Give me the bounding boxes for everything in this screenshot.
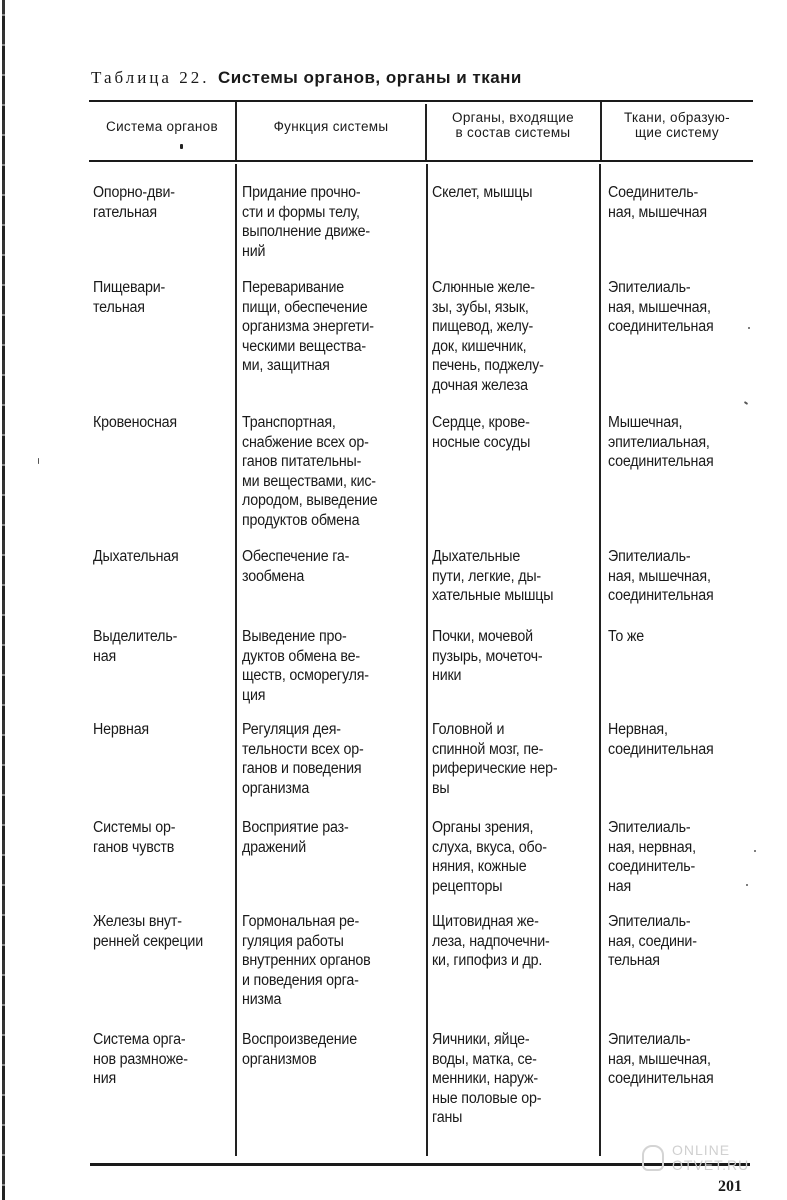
cell-function (242, 183, 421, 261)
cell-line: соединительная (608, 740, 714, 758)
cell-line: Нервная (93, 721, 149, 738)
cell-line: ганов и поведения (242, 760, 362, 777)
cell-line: Система орга- (93, 1031, 186, 1048)
cell-line: ная, мышечная, (608, 567, 711, 585)
cell-line: ми веществами, кис- (242, 472, 376, 490)
column-header-system: Система органов (106, 119, 218, 134)
cell-line: ческими вещества- (242, 337, 366, 355)
cell-line: Восприятие раз- (242, 819, 349, 836)
cell-function (242, 912, 421, 1010)
cell-line: ганов питательны- (242, 453, 362, 470)
cell-system (93, 720, 231, 740)
cell-line: Дыхательная (93, 548, 179, 565)
cell-system (93, 413, 231, 433)
cell-tissues (608, 627, 755, 647)
book-spine-edge (2, 0, 5, 1200)
cell-system (93, 547, 231, 567)
cell-line: зообмена (242, 567, 305, 585)
cell-organs (432, 413, 602, 452)
cell-organs (432, 1030, 602, 1128)
lightbulb-icon (642, 1145, 664, 1171)
cell-line: ная, мышечная, (608, 298, 711, 316)
cell-line: Выведение про- (242, 628, 347, 645)
cell-line: спинной мозг, пе- (432, 740, 544, 758)
cell-line: снабжение всех ор- (242, 433, 369, 451)
cell-tissues (608, 1030, 755, 1089)
cell-function (242, 720, 421, 798)
cell-function (242, 818, 421, 857)
cell-system (93, 627, 231, 666)
cell-line: леза, надпочечни- (432, 932, 550, 950)
cell-line: менники, наруж- (432, 1070, 538, 1087)
cell-line: Системы ор- (93, 819, 176, 836)
cell-line: соединитель- (608, 858, 696, 875)
cell-line: организмов (242, 1050, 317, 1068)
cell-line: лородом, выведение (242, 492, 378, 509)
cell-line: Эпителиаль- (608, 279, 691, 296)
cell-function (242, 278, 421, 376)
cell-line: Воспроизведение (242, 1031, 357, 1048)
cell-line: Железы внут- (93, 913, 182, 930)
cell-line: организма (242, 779, 310, 797)
cell-organs (432, 912, 602, 971)
cell-line: Эпителиаль- (608, 1031, 691, 1048)
cell-line: гуляция работы (242, 932, 344, 950)
cell-line: Нервная, (608, 721, 668, 738)
cell-system (93, 278, 231, 317)
cell-line: печень, поджелу- (432, 357, 544, 374)
cell-function (242, 627, 421, 705)
cell-line: Слюнные желе- (432, 279, 535, 296)
column-header-function: Функция системы (273, 119, 389, 134)
cell-line: сти и формы телу, (242, 203, 360, 221)
print-mark (180, 144, 183, 149)
cell-line: Регуляция дея- (242, 721, 341, 738)
cell-tissues (608, 818, 755, 896)
cell-line: ная, нервная, (608, 838, 696, 856)
cell-line: Пищевари- (93, 279, 166, 296)
cell-line: ганов чувств (93, 838, 175, 856)
cell-line: риферические нер- (432, 760, 558, 777)
table-number: Таблица 22. (91, 68, 210, 87)
cell-line: Кровеносная (93, 414, 177, 431)
cell-line: Придание прочно- (242, 184, 361, 201)
column-divider (235, 164, 237, 1156)
cell-line: ники (432, 667, 462, 684)
cell-line: внутренних органов (242, 952, 371, 969)
table-title: Системы органов, органы и ткани (217, 68, 522, 87)
cell-function (242, 413, 421, 530)
cell-line: Обеспечение га- (242, 548, 350, 565)
cell-line: ная, мышечная (608, 203, 707, 221)
cell-line: воды, матка, се- (432, 1050, 537, 1068)
column-divider (426, 164, 428, 1156)
cell-system (93, 183, 231, 222)
cell-line: ми, защитная (242, 357, 330, 374)
cell-line: дочная железа (432, 376, 528, 394)
cell-line: Щитовидная же- (432, 913, 539, 930)
cell-line: Скелет, мышцы (432, 184, 533, 201)
cell-line: Органы зрения, (432, 819, 534, 836)
cell-line: ренней секреции (93, 932, 203, 950)
column-divider (235, 102, 237, 160)
cell-line: ганы (432, 1109, 463, 1126)
cell-line: носные сосуды (432, 433, 531, 451)
cell-organs (432, 547, 602, 606)
cell-line: Соединитель- (608, 184, 699, 201)
cell-system (93, 818, 231, 857)
cell-line: Эпителиаль- (608, 819, 691, 836)
cell-line: ния (93, 1070, 117, 1087)
cell-line: док, кишечник, (432, 337, 527, 355)
cell-tissues (608, 413, 755, 472)
cell-line: ний (242, 242, 266, 260)
cell-organs (432, 278, 602, 395)
cell-line: выполнение движе- (242, 223, 370, 240)
table-caption (91, 68, 522, 88)
cell-line: Выделитель- (93, 628, 178, 645)
column-header-organs: Органы, входящие в состав системы (452, 110, 574, 140)
cell-line: ная, мышечная, (608, 1050, 711, 1068)
cell-line: слуха, вкуса, обо- (432, 838, 547, 856)
cell-system (93, 1030, 231, 1089)
cell-line: соединительная (608, 587, 714, 604)
cell-line: Дыхательные (432, 548, 521, 565)
cell-line: соединительная (608, 453, 714, 470)
cell-line: зы, зубы, язык, (432, 298, 529, 316)
cell-line: низма (242, 991, 282, 1008)
watermark: ONLINE OTVET.RU (672, 1143, 749, 1173)
cell-line: дуктов обмена ве- (242, 647, 360, 665)
column-header-tissues: Ткани, образую- щие систему (624, 110, 730, 140)
cell-line: Яичники, яйце- (432, 1031, 530, 1048)
cell-organs (432, 720, 602, 798)
cell-line: Головной и (432, 721, 505, 738)
cell-line: ществ, осморегуля- (242, 667, 369, 684)
cell-function (242, 547, 421, 586)
cell-line: тельности всех ор- (242, 740, 364, 758)
page-number: 201 (718, 1178, 742, 1195)
cell-line: То же (608, 628, 645, 645)
cell-organs (432, 627, 602, 686)
cell-line: Гормональная ре- (242, 913, 360, 930)
cell-line: ные половые ор- (432, 1089, 542, 1107)
cell-function (242, 1030, 421, 1069)
cell-line: вы (432, 779, 450, 797)
cell-line: пищи, обеспечение (242, 298, 368, 316)
cell-line: тельная (93, 298, 145, 316)
cell-line: пути, легкие, ды- (432, 567, 541, 585)
cell-line: Сердце, крове- (432, 414, 530, 431)
cell-line: нов размноже- (93, 1050, 188, 1068)
cell-line: пищевод, желу- (432, 318, 534, 335)
cell-tissues (608, 278, 755, 337)
cell-tissues (608, 547, 755, 606)
header-rule (89, 160, 753, 162)
cell-organs (432, 818, 602, 896)
cell-line: соединительная (608, 318, 714, 335)
cell-line: Почки, мочевой (432, 628, 533, 645)
cell-line: ная, соедини- (608, 932, 697, 950)
cell-line: Переваривание (242, 279, 345, 296)
cell-line: соединительная (608, 1070, 714, 1087)
cell-line: пузырь, мочеточ- (432, 647, 543, 665)
cell-line: Эпителиаль- (608, 548, 691, 565)
cell-line: Транспортная, (242, 414, 336, 431)
cell-line: рецепторы (432, 877, 503, 895)
cell-line: Эпителиаль- (608, 913, 691, 930)
cell-line: продуктов обмена (242, 511, 360, 529)
cell-system (93, 912, 231, 951)
top-rule (89, 100, 753, 102)
cell-line: хательные мышцы (432, 587, 554, 604)
cell-line: Мышечная, (608, 414, 683, 431)
cell-tissues (608, 183, 755, 222)
cell-line: ная (608, 877, 631, 895)
column-divider (425, 104, 427, 160)
cell-line: тельная (608, 952, 660, 969)
cell-line: и поведения орга- (242, 971, 359, 989)
cell-line: гательная (93, 203, 157, 221)
cell-line: няния, кожные (432, 858, 527, 875)
cell-line: ки, гипофиз и др. (432, 952, 543, 969)
cell-line: эпителиальная, (608, 433, 710, 451)
cell-line: ция (242, 686, 266, 704)
cell-line: ная (93, 647, 116, 665)
cell-tissues (608, 912, 755, 971)
cell-tissues (608, 720, 755, 759)
cell-organs (432, 183, 602, 203)
cell-line: Опорно-дви- (93, 184, 175, 201)
cell-line: организма энергети- (242, 318, 374, 335)
cell-line: дражений (242, 838, 306, 856)
